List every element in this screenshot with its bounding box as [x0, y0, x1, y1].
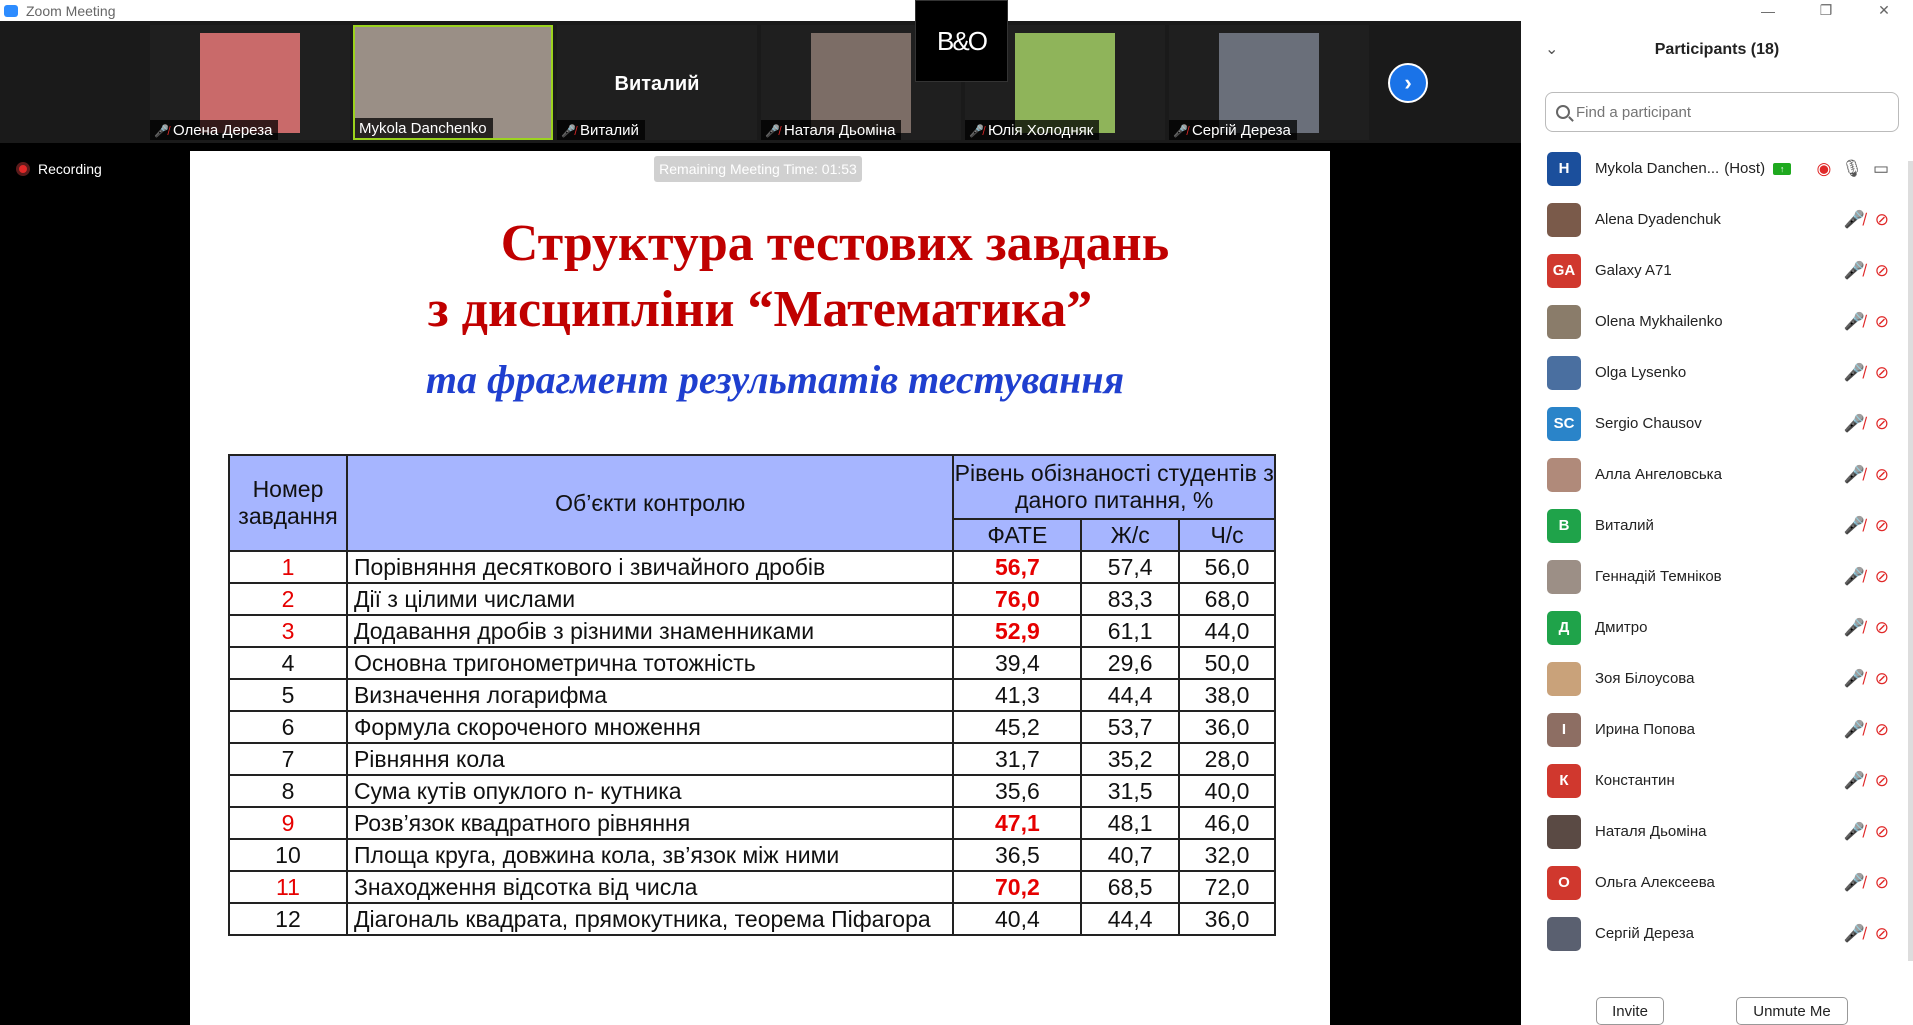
invite-button[interactable]: Invite	[1596, 997, 1664, 1025]
cell-num: 8	[229, 775, 347, 807]
avatar	[1547, 815, 1581, 849]
participant-status-icons	[1844, 516, 1889, 536]
camera-off-icon[interactable]: ⊘	[1874, 617, 1889, 637]
participant-list	[1521, 143, 1913, 959]
table-row	[229, 903, 1275, 935]
cell-obj: Рівняння кола	[347, 743, 954, 775]
cell-num: 3	[229, 615, 347, 647]
avatar	[1547, 305, 1581, 339]
participant-row[interactable]	[1521, 296, 1913, 347]
cell-fate: 36,5	[953, 839, 1081, 871]
table-row	[229, 551, 1275, 583]
cell-zh: 31,5	[1081, 775, 1179, 807]
participant-name: Виталий	[1595, 517, 1654, 534]
table-row	[229, 583, 1275, 615]
mic-off-icon: 🎤̸	[1173, 123, 1188, 138]
participant-name: Сергій Дереза	[1595, 925, 1694, 942]
camera-off-icon[interactable]: ⊘	[1874, 413, 1889, 433]
cell-ch: 44,0	[1179, 615, 1275, 647]
avatar: SC	[1547, 407, 1581, 441]
participant-row[interactable]	[1521, 857, 1913, 908]
camera-off-icon[interactable]: ⊘	[1874, 464, 1889, 484]
video-tile-active[interactable]	[353, 25, 553, 140]
participant-status-icons	[1844, 771, 1889, 791]
cell-ch: 68,0	[1179, 583, 1275, 615]
slide-title-line1: Структура тестових завдань	[500, 215, 1170, 272]
participant-name: Ольга Алексеева	[1595, 874, 1715, 891]
brand-logo: B&O	[915, 0, 1008, 82]
cell-zh: 29,6	[1081, 647, 1179, 679]
cell-ch: 72,0	[1179, 871, 1275, 903]
participant-name: Ирина Попова	[1595, 721, 1696, 738]
mic-off-icon[interactable]: 🎤̸	[1843, 209, 1865, 229]
slide-title	[190, 211, 1330, 343]
participant-row[interactable]	[1521, 551, 1913, 602]
close-button[interactable]: ✕	[1878, 2, 1890, 18]
tile-name: Mykola Danchenko	[359, 120, 487, 137]
minimize-button[interactable]: —	[1761, 2, 1775, 19]
participant-video	[1219, 33, 1319, 133]
camera-icon[interactable]: ▭	[1872, 158, 1889, 178]
cell-num: 4	[229, 647, 347, 679]
participant-row[interactable]	[1521, 449, 1913, 500]
participant-row[interactable]	[1521, 500, 1913, 551]
table-row	[229, 775, 1275, 807]
camera-off-icon[interactable]: ⊘	[1874, 719, 1889, 739]
cell-fate: 41,3	[953, 679, 1081, 711]
header-ch: Ч/с	[1179, 519, 1275, 551]
maximize-button[interactable]: ❐	[1819, 2, 1833, 18]
cell-fate: 31,7	[953, 743, 1081, 775]
participant-name: Алла Ангеловська	[1595, 466, 1722, 483]
mic-off-icon[interactable]: 🎤̸	[1843, 311, 1865, 331]
tile-label	[965, 120, 1099, 140]
tile-label	[1169, 120, 1297, 140]
avatar	[1547, 203, 1581, 237]
participant-status-icons	[1844, 261, 1889, 281]
participant-row[interactable]	[1521, 704, 1913, 755]
mic-off-icon[interactable]: 🎤̸	[1843, 821, 1865, 841]
cell-ch: 36,0	[1179, 903, 1275, 935]
mic-off-icon: 🎤̸	[561, 123, 576, 138]
cell-fate: 56,7	[953, 551, 1081, 583]
participant-name: Olga Lysenko	[1595, 364, 1687, 381]
video-tile[interactable]	[1169, 25, 1369, 140]
table-row	[229, 743, 1275, 775]
cell-zh: 61,1	[1081, 615, 1179, 647]
record-icon: ◉	[1816, 158, 1832, 178]
recording-label: Recording	[38, 161, 102, 177]
cell-ch: 46,0	[1179, 807, 1275, 839]
chevron-down-icon[interactable]: ⌄	[1545, 41, 1559, 58]
camera-off-icon[interactable]: ⊘	[1874, 566, 1889, 586]
next-page-button[interactable]	[1388, 63, 1428, 103]
avatar	[1547, 458, 1581, 492]
cell-num: 2	[229, 583, 347, 615]
cell-obj: Визначення логарифма	[347, 679, 954, 711]
table-row	[229, 839, 1275, 871]
participant-status-icons	[1817, 159, 1890, 179]
participants-panel	[1521, 21, 1913, 1025]
shared-slide	[190, 151, 1330, 1025]
mic-off-icon[interactable]: 🎤̸	[1843, 923, 1865, 943]
cell-fate: 40,4	[953, 903, 1081, 935]
avatar	[1547, 356, 1581, 390]
cell-fate: 70,2	[953, 871, 1081, 903]
mic-off-icon[interactable]: 🎤̸	[1843, 362, 1865, 382]
window-controls	[1739, 0, 1913, 21]
mic-icon[interactable]: 🎙	[1841, 158, 1863, 178]
cell-num: 12	[229, 903, 347, 935]
mic-off-icon[interactable]: 🎤̸	[1843, 260, 1865, 280]
header-obj: Об’єкти контролю	[347, 455, 954, 551]
search-icon	[1556, 105, 1570, 119]
tile-name: Сергій Дереза	[1191, 122, 1291, 139]
camera-off-icon[interactable]: ⊘	[1874, 260, 1889, 280]
cell-ch: 40,0	[1179, 775, 1275, 807]
cell-num: 5	[229, 679, 347, 711]
participant-row[interactable]	[1521, 806, 1913, 857]
participant-status-icons	[1844, 210, 1889, 230]
avatar: Д	[1547, 611, 1581, 645]
cell-zh: 53,7	[1081, 711, 1179, 743]
mic-off-icon: 🎤̸	[154, 123, 169, 138]
participant-name: Galaxy A71	[1595, 262, 1672, 279]
participant-status-icons	[1844, 618, 1889, 638]
cell-ch: 36,0	[1179, 711, 1275, 743]
participant-status-icons	[1844, 312, 1889, 332]
camera-off-icon[interactable]: ⊘	[1874, 362, 1889, 382]
mic-off-icon[interactable]: 🎤̸	[1843, 872, 1865, 892]
avatar: О	[1547, 866, 1581, 900]
participant-row[interactable]	[1521, 908, 1913, 959]
cell-obj: Дії з цілими числами	[347, 583, 954, 615]
participant-name: Геннадій Темніков	[1595, 568, 1722, 585]
cell-fate: 35,6	[953, 775, 1081, 807]
mic-off-icon[interactable]: 🎤̸	[1843, 770, 1865, 790]
cell-zh: 83,3	[1081, 583, 1179, 615]
record-icon	[16, 162, 30, 176]
camera-off-icon[interactable]: ⊘	[1874, 821, 1889, 841]
participant-status-icons	[1844, 414, 1889, 434]
slide-subtitle: та фрагмент результатів тестування	[425, 357, 1125, 402]
cell-obj: Площа круга, довжина кола, зв’язок між ними	[347, 839, 954, 871]
participant-name: Константин	[1595, 772, 1675, 789]
video-strip	[0, 21, 1521, 143]
camera-off-icon[interactable]: ⊘	[1874, 209, 1889, 229]
participant-video	[811, 33, 911, 133]
tile-label	[557, 120, 645, 140]
cell-obj: Сума кутів опуклого n- кутника	[347, 775, 954, 807]
remaining-time-banner: Remaining Meeting Time: 01:53	[654, 156, 862, 182]
avatar	[1547, 560, 1581, 594]
participant-status-icons	[1844, 924, 1889, 944]
header-fate: ФАТЕ	[953, 519, 1081, 551]
participant-name: Alena Dyadenchuk	[1595, 211, 1721, 228]
participant-status-icons	[1844, 363, 1889, 383]
tile-label	[150, 120, 278, 140]
chevron-right-icon: ›	[1404, 70, 1412, 95]
table-row	[229, 615, 1275, 647]
cell-num: 11	[229, 871, 347, 903]
camera-off-icon[interactable]: ⊘	[1874, 311, 1889, 331]
cell-zh: 57,4	[1081, 551, 1179, 583]
mic-off-icon[interactable]: 🎤̸	[1843, 566, 1865, 586]
table-row	[229, 647, 1275, 679]
cell-num: 6	[229, 711, 347, 743]
avatar: В	[1547, 509, 1581, 543]
participant-name: Mykola Danchen...	[1595, 160, 1720, 177]
header-zh: Ж/с	[1081, 519, 1179, 551]
tile-label	[355, 118, 493, 138]
header-num: Номер завдання	[229, 455, 347, 551]
video-tile[interactable]	[150, 25, 350, 140]
participant-video	[200, 33, 300, 133]
zoom-app-icon	[4, 5, 18, 17]
cell-zh: 48,1	[1081, 807, 1179, 839]
cell-obj: Знаходження відсотка від числа	[347, 871, 954, 903]
mic-off-icon: 🎤̸	[765, 123, 780, 138]
camera-off-icon[interactable]: ⊘	[1874, 770, 1889, 790]
participant-row[interactable]	[1521, 245, 1913, 296]
cell-ch: 50,0	[1179, 647, 1275, 679]
unmute-me-button[interactable]: Unmute Me	[1736, 997, 1848, 1025]
avatar	[1547, 662, 1581, 696]
cell-fate: 47,1	[953, 807, 1081, 839]
video-tile[interactable]	[557, 25, 757, 140]
cell-fate: 52,9	[953, 615, 1081, 647]
search-input[interactable]	[1576, 104, 1876, 121]
camera-off-icon[interactable]: ⊘	[1874, 872, 1889, 892]
participant-row[interactable]	[1521, 143, 1913, 194]
participant-name: Sergio Chausov	[1595, 415, 1702, 432]
cell-obj: Порівняння десяткового і звичайного дробів	[347, 551, 954, 583]
tile-label	[761, 120, 901, 140]
participant-name: Дмитро	[1595, 619, 1648, 636]
host-tag: (Host)	[1724, 160, 1766, 177]
camera-off-icon[interactable]: ⊘	[1874, 668, 1889, 688]
tile-name: Юлія Холодняк	[987, 122, 1094, 139]
cell-num: 10	[229, 839, 347, 871]
avatar: І	[1547, 713, 1581, 747]
participant-status-icons	[1844, 873, 1889, 893]
participant-row[interactable]	[1521, 755, 1913, 806]
cell-obj: Основна тригонометрична тотожність	[347, 647, 954, 679]
cell-ch: 28,0	[1179, 743, 1275, 775]
avatar: H	[1547, 152, 1581, 186]
avatar	[1547, 917, 1581, 951]
cell-num: 9	[229, 807, 347, 839]
table-row	[229, 679, 1275, 711]
participant-status-icons	[1844, 465, 1889, 485]
meeting-area	[0, 21, 1521, 1025]
cell-obj: Додавання дробів з різними знаменниками	[347, 615, 954, 647]
cell-fate: 45,2	[953, 711, 1081, 743]
table-row	[229, 807, 1275, 839]
avatar: К	[1547, 764, 1581, 798]
cell-num: 7	[229, 743, 347, 775]
scrollbar[interactable]	[1908, 161, 1913, 961]
mic-off-icon[interactable]: 🎤̸	[1843, 719, 1865, 739]
mic-off-icon: 🎤̸	[969, 123, 984, 138]
cell-obj: Формула скороченого множення	[347, 711, 954, 743]
cell-obj: Розв’язок квадратного рівняння	[347, 807, 954, 839]
cell-num: 1	[229, 551, 347, 583]
results-table	[228, 454, 1276, 936]
slide-title-line2: з дисципліни “Математика”	[427, 281, 1093, 338]
participant-row[interactable]	[1521, 347, 1913, 398]
participant-name: Наталя Дьоміна	[1595, 823, 1707, 840]
participant-row[interactable]	[1521, 653, 1913, 704]
participant-search[interactable]	[1545, 92, 1899, 132]
participant-row[interactable]	[1521, 398, 1913, 449]
mic-off-icon[interactable]: 🎤̸	[1843, 413, 1865, 433]
cell-obj: Діагональ квадрата, прямокутника, теорема Піфагора	[347, 903, 954, 935]
table-row	[229, 711, 1275, 743]
camera-off-icon[interactable]: ⊘	[1874, 515, 1889, 535]
panel-title: Participants (18)	[1654, 41, 1780, 58]
participant-video	[1015, 33, 1115, 133]
recording-indicator[interactable]	[16, 161, 102, 177]
mic-off-icon[interactable]: 🎤̸	[1843, 515, 1865, 535]
cell-fate: 39,4	[953, 647, 1081, 679]
avatar: GA	[1547, 254, 1581, 288]
cell-zh: 40,7	[1081, 839, 1179, 871]
cell-zh: 44,4	[1081, 679, 1179, 711]
participant-row[interactable]	[1521, 194, 1913, 245]
participant-name: Зоя Білоусова	[1595, 670, 1695, 687]
cell-zh: 68,5	[1081, 871, 1179, 903]
camera-off-icon[interactable]: ⊘	[1874, 923, 1889, 943]
tile-name: Олена Дереза	[172, 122, 273, 139]
mic-off-icon[interactable]: 🎤̸	[1843, 617, 1865, 637]
cell-ch: 32,0	[1179, 839, 1275, 871]
tile-big-name: Виталий	[614, 73, 700, 95]
participant-status-icons	[1844, 567, 1889, 587]
table-row	[229, 871, 1275, 903]
participant-status-icons	[1844, 822, 1889, 842]
participant-status-icons	[1844, 720, 1889, 740]
cell-zh: 44,4	[1081, 903, 1179, 935]
mic-off-icon[interactable]: 🎤̸	[1843, 464, 1865, 484]
screen-share-icon: ↑	[1773, 163, 1791, 175]
participant-name: Olena Mykhailenko	[1595, 313, 1723, 330]
tile-name: Наталя Дьоміна	[783, 122, 896, 139]
cell-fate: 76,0	[953, 583, 1081, 615]
participant-status-icons	[1844, 669, 1889, 689]
mic-off-icon[interactable]: 🎤̸	[1843, 668, 1865, 688]
cell-ch: 38,0	[1179, 679, 1275, 711]
cell-ch: 56,0	[1179, 551, 1275, 583]
tile-name: Виталий	[579, 122, 639, 139]
participant-row[interactable]	[1521, 602, 1913, 653]
header-level: Рівень обізнаності студентів з даного питання, %	[953, 455, 1275, 519]
cell-zh: 35,2	[1081, 743, 1179, 775]
window-title: Zoom Meeting	[26, 2, 116, 19]
